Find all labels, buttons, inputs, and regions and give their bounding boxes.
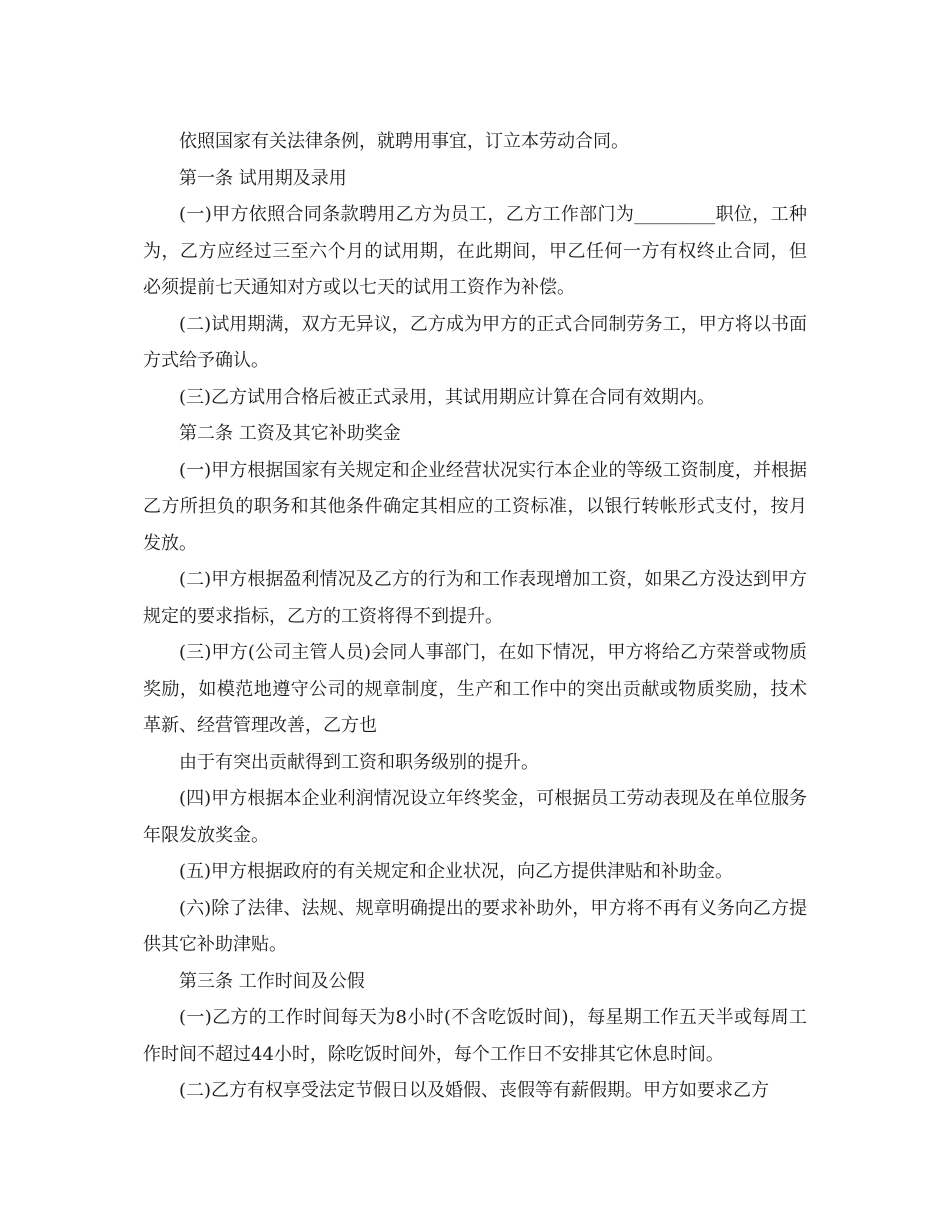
- clause-2-3-continued: 由于有突出贡献得到工资和职务级别的提升。: [179, 751, 539, 773]
- document-body: [143, 124, 807, 1110]
- clause-3-2: (二)乙方有权享受法定节假日以及婚假、丧假等有薪假期。甲方如要求乙方: [179, 1080, 770, 1101]
- clause-1-2: (二)试用期满，双方无异议，乙方成为甲方的正式合同制劳务工，甲方将以书面方式给予确认。: [143, 313, 807, 371]
- article-3-heading: 第三条 工作时间及公假: [179, 970, 365, 992]
- clause-3-1: (一)乙方的工作时间每天为8小时(不含吃饭时间)，每星期工作五天半或每周工作时间不超过44小时，除吃饭时间外，每个工作日不安排其它休息时间。: [143, 1007, 807, 1065]
- clause-2-1: (一)甲方根据国家有关规定和企业经营状况实行本企业的等级工资制度，并根据乙方所担负的职务和其他条件确定其相应的工资标准，以银行转帐形式支付，按月发放。: [143, 459, 807, 554]
- article-1-heading: 第一条 试用期及录用: [179, 167, 347, 189]
- clause-2-4: (四)甲方根据本企业利润情况设立年终奖金，可根据员工劳动表现及在单位服务年限发放奖金。: [143, 788, 807, 846]
- clause-2-2: (二)甲方根据盈利情况及乙方的行为和工作表现增加工资，如果乙方没达到甲方规定的要求指标，乙方的工资将得不到提升。: [143, 569, 807, 627]
- clause-1-1: (一)甲方依照合同条款聘用乙方为员工，乙方工作部门为_________职位，工种为，乙方应经过三至六个月的试用期，在此期间，甲乙任何一方有权终止合同，但必须提前七天通知对方或以七天的试用工资作为补偿。: [143, 204, 807, 298]
- clause-1-3: (三)乙方试用合格后被正式录用，其试用期应计算在合同有效期内。: [179, 386, 716, 408]
- article-2-heading: 第二条 工资及其它补助奖金: [179, 423, 401, 444]
- clause-2-5: (五)甲方根据政府的有关规定和企业状况，向乙方提供津贴和补助金。: [179, 861, 734, 882]
- clause-2-6: (六)除了法律、法规、规章明确提出的要求补助外，甲方将不再有义务向乙方提供其它补助津贴。: [143, 897, 807, 955]
- clause-2-3: (三)甲方(公司主管人员)会同人事部门，在如下情况，甲方将给乙方荣誉或物质奖励，如模范地遵守公司的规章制度，生产和工作中的突出贡献或物质奖励，技术革新、经营管理改善，乙方也: [143, 642, 807, 736]
- paragraph-intro: 依照国家有关法律条例，就聘用事宜，订立本劳动合同。: [179, 131, 629, 152]
